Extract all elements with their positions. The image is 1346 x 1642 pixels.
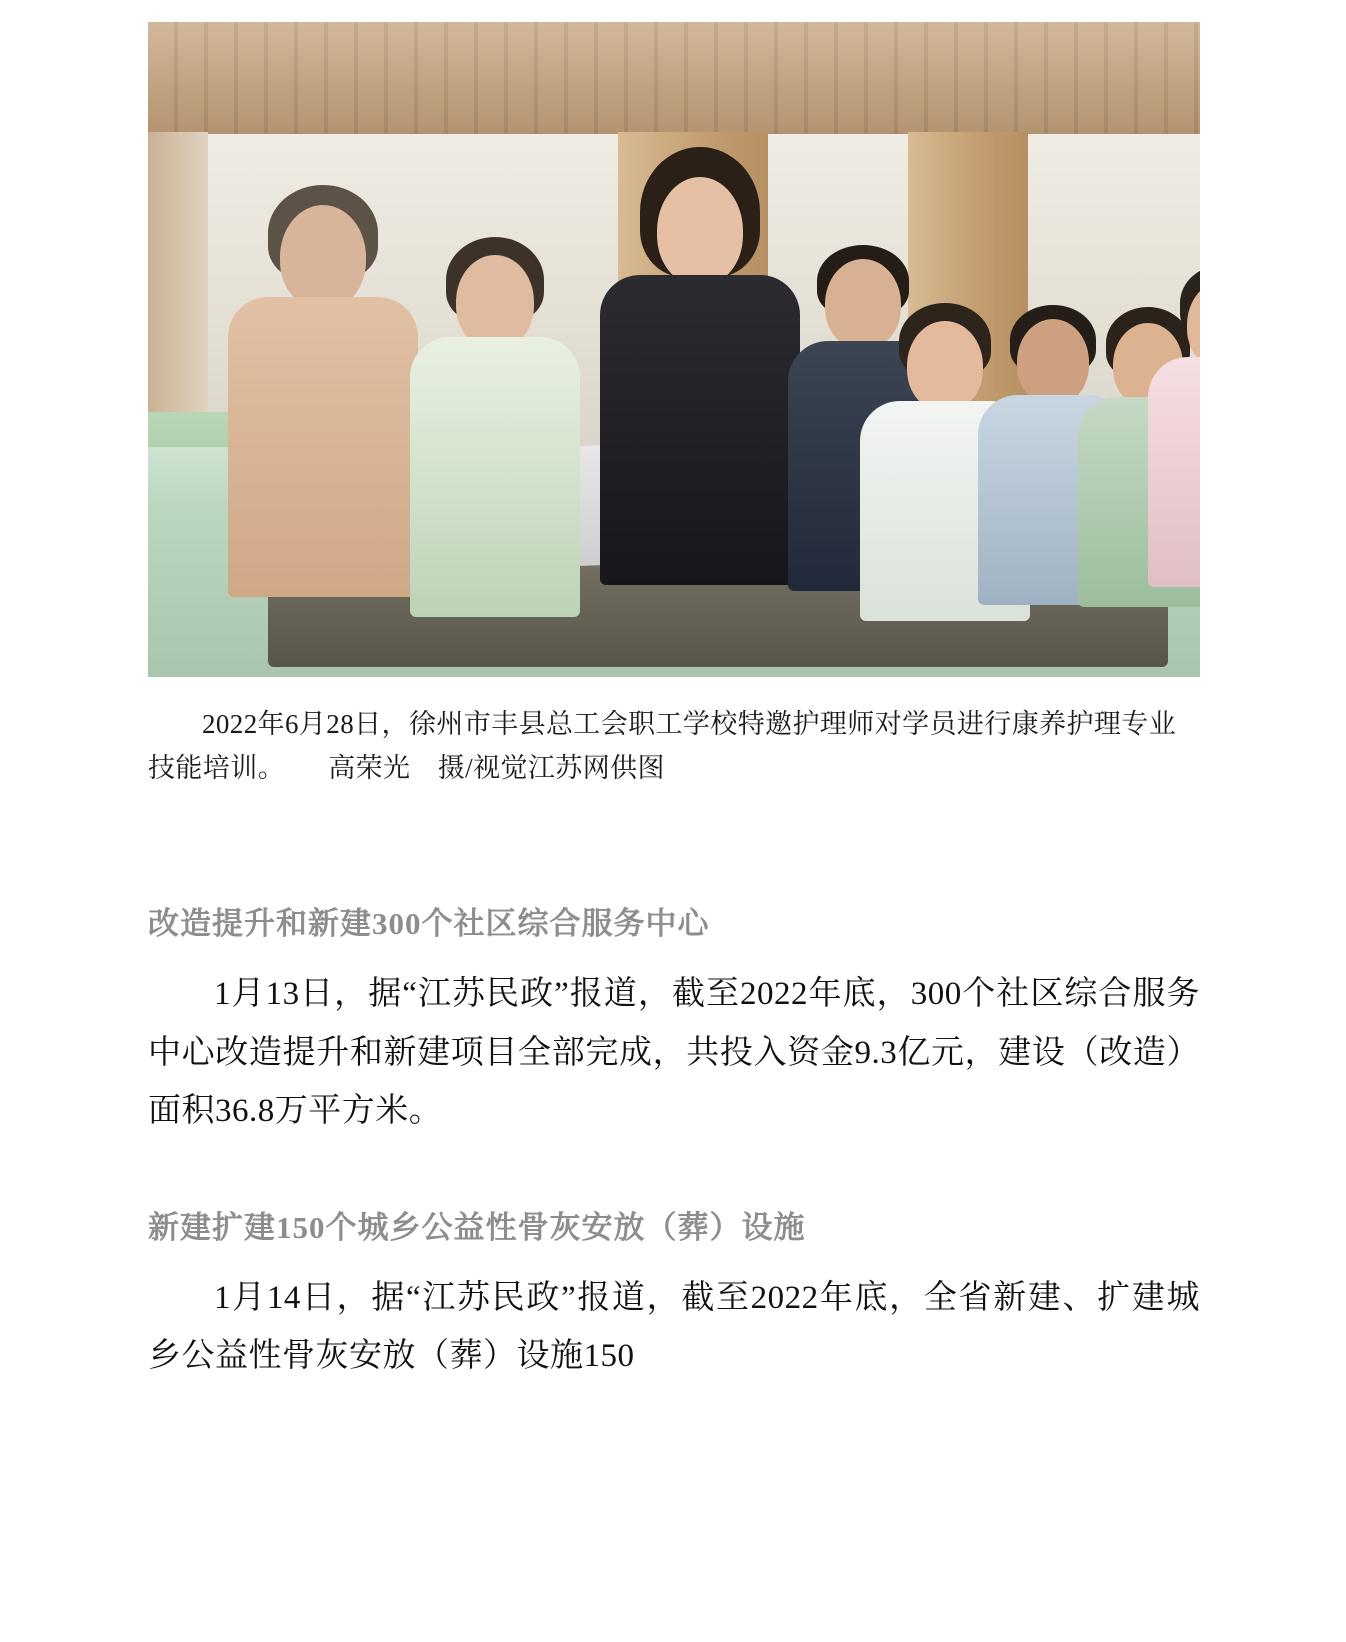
photo-person-3-instructor: [600, 137, 800, 577]
section-paragraph-1: 1月13日，据“江苏民政”报道，截至2022年底，300个社区综合服务中心改造提升和新建项目全部完成，共投入资金9.3亿元，建设（改造）面积36.8万平方米。: [148, 976, 1200, 1129]
section-paragraph-2: 1月14日，据“江苏民政”报道，截至2022年底，全省新建、扩建城乡公益性骨灰安放（葬）设施150: [148, 1279, 1200, 1374]
figure-caption-text: 2022年6月28日，徐州市丰县总工会职工学校特邀护理师对学员进行康养护理专业技能培训。: [148, 709, 1177, 783]
section-heading-1: 改造提升和新建300个社区综合服务中心: [148, 906, 710, 942]
article-body: [148, 898, 1200, 1384]
photo-person-1: [228, 157, 418, 577]
photo-ceiling: [148, 22, 1200, 142]
article-figure: [148, 22, 1200, 790]
figure-caption: [148, 703, 1200, 790]
photo-person-2: [410, 177, 580, 577]
section-heading-2: 新建扩建150个城乡公益性骨灰安放（葬）设施: [148, 1209, 806, 1245]
figure-caption-credit: 高荣光 摄/视觉江苏网供图: [328, 752, 665, 783]
photo-person-8: [1148, 207, 1200, 577]
nursing-training-photo: [148, 22, 1200, 677]
